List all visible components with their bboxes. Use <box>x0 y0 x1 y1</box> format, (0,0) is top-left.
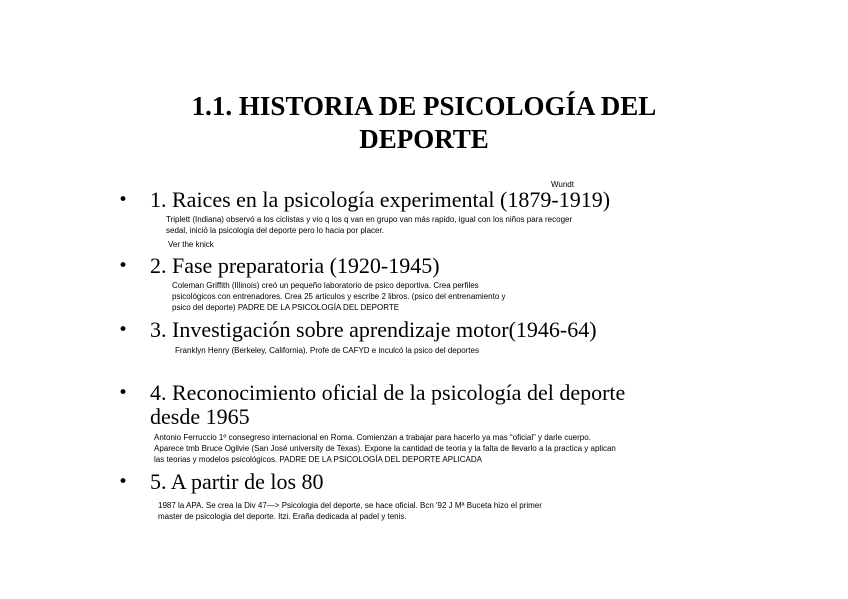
note-line: master de psicologia del deporte. Itzi. Eraña dedicada al padel y tenis. <box>158 512 407 521</box>
note-line: psico del deporte) PADRE DE LA PSICOLOGÍA DEL DEPORTE <box>172 303 400 312</box>
note-line: Triplett (Indiana) observó a los ciclistas y vio q los q van en grupo van más rapido, igual con los niños para recoger <box>166 215 573 224</box>
list-item-notes <box>175 345 479 356</box>
list-item-heading: 1. Raices en la psicología experimental (1879-1919) <box>150 187 611 212</box>
list-item-notes <box>166 214 572 236</box>
note-line: Ver the knick <box>168 240 214 249</box>
bullet-icon: • <box>118 472 129 492</box>
note-line: las teorias y modelos psicológicos. PADRE DE LA PSICOLOGÍA DEL DEPORTE APLICADA <box>154 455 482 464</box>
list-item-heading: 2. Fase preparatoria (1920-1945) <box>150 253 440 278</box>
list-item-notes <box>154 432 616 465</box>
list-item-heading: 5. A partir de los 80 <box>150 469 324 494</box>
list-item-heading: 4. Reconocimiento oficial de la psicología del deporte <box>150 380 626 405</box>
note-line: sedal, inició la psicologia del deporte pero lo hacia por placer. <box>166 226 384 235</box>
bullet-icon: • <box>118 383 129 403</box>
annotation-wundt: Wundt <box>551 180 574 189</box>
note-line: Antonio Ferruccio 1º consegreso internacional en Roma. Comienzan a trabajar para hacerlo ya mas “oficial” y darle cuerpo. <box>154 433 591 442</box>
note-line: Aparece tmb Bruce Ogilvie (San José university de Texas). Expone la cantidad de teoria y la falta de llevarlo a la practica y aplican <box>154 444 616 453</box>
slide-title <box>0 90 848 156</box>
title-line-1: 1.1. HISTORIA DE PSICOLOGÍA DEL <box>191 91 657 121</box>
list-item-heading: 3. Investigación sobre aprendizaje motor(1946-64) <box>150 317 597 342</box>
list-item-heading: desde 1965 <box>150 404 250 429</box>
bullet-icon: • <box>118 190 129 210</box>
bullet-icon: • <box>118 320 129 340</box>
list-item-notes <box>158 500 542 522</box>
bullet-icon: • <box>118 256 129 276</box>
note-line: Coleman Griffith (Illinois) creó un pequeño laboratorio de psico deportiva. Crea perfiles <box>172 281 479 290</box>
note-line: psicológicos con entrenadores. Crea 25 articulos y escribe 2 libros. (psico del entrenamiento y <box>172 292 506 301</box>
title-line-2: DEPORTE <box>359 124 489 154</box>
list-item-notes <box>168 239 214 250</box>
note-line: Franklyn Henry (Berkeley, California). Profe de CAFYD e inculcó la psico del deportes <box>175 346 479 355</box>
list-item-notes <box>172 280 506 313</box>
note-line: 1987 la APA. Se crea la Div 47—> Psicologia del deporte, se hace oficial. Bcn '92 J Mª Buceta hizo el primer <box>158 501 542 510</box>
